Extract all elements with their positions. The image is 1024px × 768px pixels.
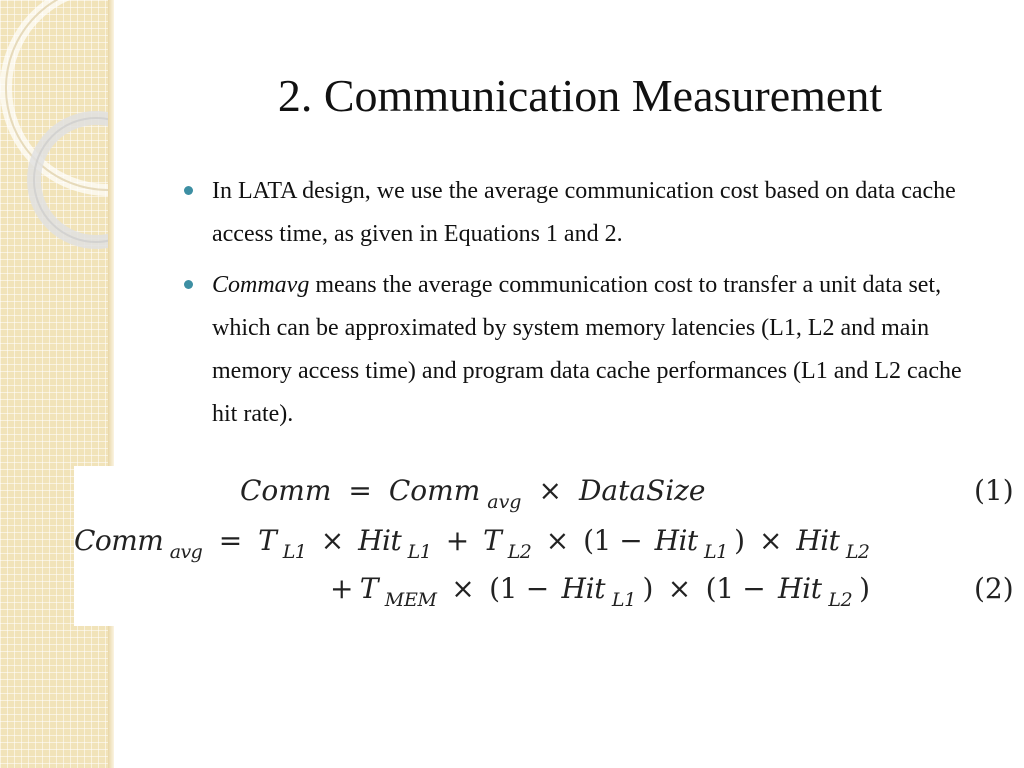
eq1-term1-sub: avg [487,491,522,513]
slide-title: 2. Communication Measurement [277,70,883,121]
eq1-lhs: Comm [240,474,332,507]
equation-2 [74,524,1014,613]
svg-text:+ T MEM: + T $_{MEM}$ × (1 − Hit $_{L1}$ ) × (1 − Hit $_{L2}$ ) [330,572,870,611]
bullet-dot-icon [184,186,193,195]
decorative-edge [108,0,114,768]
equations-graphic [74,466,1024,626]
eq2-label: (2) [974,572,1014,605]
decorative-rings-graphic [0,0,114,768]
eq1-term2: DataSize [578,474,706,507]
svg-text:Comm avg =: Comm $_{avg}$ = T $_{L1}$ × Hit $_{L1}$ + T $_{L2}$ × (1 − Hit $_{L1}$ ) × Hit $_{L2}$ [74,524,870,563]
eq2-lhs-sub: avg [169,541,203,563]
bullet-item [184,264,984,436]
eq1-times: × [538,474,562,507]
bullet-list [184,170,984,444]
eq2-equals: = [218,524,243,557]
equation-panel [74,466,1024,626]
bullet-text: In LATA design, we use the average communication cost based on data cache access time, as given in Equations 1 and 2. [212,178,956,247]
svg-text:Comm = Comm [240,474,706,515]
bullet-text: means the average communication cost to transfer a unit data set, which can be approximated by system memory latencies (L1, L2 and main memory access time) and program data cache performances (L1 and L2 cache hit rate). [212,272,962,427]
eq1-equals: = [348,474,372,507]
bullet-dot-icon [184,280,193,289]
eq2-lhs: Comm [74,524,164,557]
equation-1 [240,474,1014,515]
bullet-emphasis: Commavg [212,272,310,298]
decorative-side-panel [0,0,114,768]
eq1-term1: Comm [388,474,481,507]
eq1-label: (1) [974,474,1014,507]
bullet-item [184,170,984,256]
